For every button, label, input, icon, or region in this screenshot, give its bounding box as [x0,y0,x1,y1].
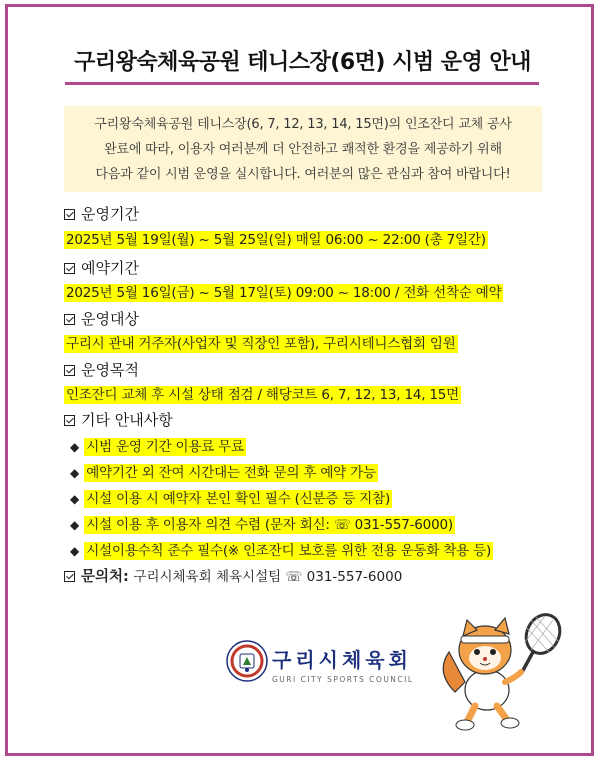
logo-text [272,644,414,684]
section-heading-other: 기타 안내사항 [64,409,173,430]
section-value-reservation: 2025년 5월 16일(금) ~ 5월 17일(토) 09:00 ~ 18:00 / 전화 선착순 예약 [66,285,502,301]
checkbox-icon [64,209,75,220]
contact-label: 문의처: [81,569,129,585]
note-item: ◆ 시설이용수칙 준수 필수(※ 인조잔디 보호를 위한 전용 운동화 착용 등) [70,543,492,559]
section-heading-period: 운영기간 [64,203,139,224]
contact-value: 구리시체육회 체육시설팀 ☏ 031-557-6000 [133,569,403,585]
contact-row [64,565,402,586]
diamond-bullet-icon: ◆ [70,544,80,558]
section-heading-target: 운영대상 [64,308,139,329]
intro-line-2: 완료에 따라, 이용자 여러분께 더 안전하고 쾌적한 환경을 제공하기 위해 [104,142,502,157]
intro-line-3: 다음과 같이 시범 운영을 실시합니다. 여러분의 많은 관심과 참여 바랍니다! [95,167,511,182]
checkbox-icon [64,365,75,376]
checkbox-icon [64,314,75,325]
note-item: ◆ 예약기간 외 잔여 시간대는 전화 문의 후 예약 가능 [70,465,376,481]
diamond-bullet-icon: ◆ [70,492,80,506]
checkbox-icon [64,571,75,582]
section-value-period: 2025년 5월 19일(월) ~ 5월 25일(일) 매일 06:00 ~ 22:00 (총 7일간) [66,232,486,248]
note-item: ◆ 시설 이용 시 예약자 본인 확인 필수 (신분증 등 지참) [70,491,391,507]
diamond-bullet-icon: ◆ [70,440,80,454]
logo-name-ko: 구리시체육회 [272,648,412,672]
checkbox-icon [64,415,75,426]
page-title: 구리왕숙체육공원 테니스장(6면) 시범 운영 안내 [74,50,531,75]
intro-box [64,106,542,192]
diamond-bullet-icon: ◆ [70,466,80,480]
diamond-bullet-icon: ◆ [70,518,80,532]
note-item: ◆ 시범 운영 기간 이용료 무료 [70,439,244,455]
section-heading-reservation: 예약기간 [64,257,139,278]
emblem-icon [226,640,268,686]
note-item: ◆ 시설 이용 후 이용자 의견 수렴 (문자 회신: ☏ 031-557-6000) [70,517,453,533]
section-value-purpose: 인조잔디 교체 후 시설 상태 점검 / 해당코트 6, 7, 12, 13, 14, 15면 [66,387,460,403]
checkbox-icon [64,263,75,274]
tennis-mascot-icon [435,612,575,736]
title-underline [65,82,539,85]
logo-name-en: GURI CITY SPORTS COUNCIL [272,675,414,684]
intro-line-1: 구리왕숙체육공원 테니스장(6, 7, 12, 13, 14, 15면)의 인조잔디 교체 공사 [94,117,512,132]
section-heading-purpose: 운영목적 [64,359,139,380]
section-value-target: 구리시 관내 거주자(사업자 및 직장인 포함), 구리시테니스협회 임원 [66,336,456,352]
